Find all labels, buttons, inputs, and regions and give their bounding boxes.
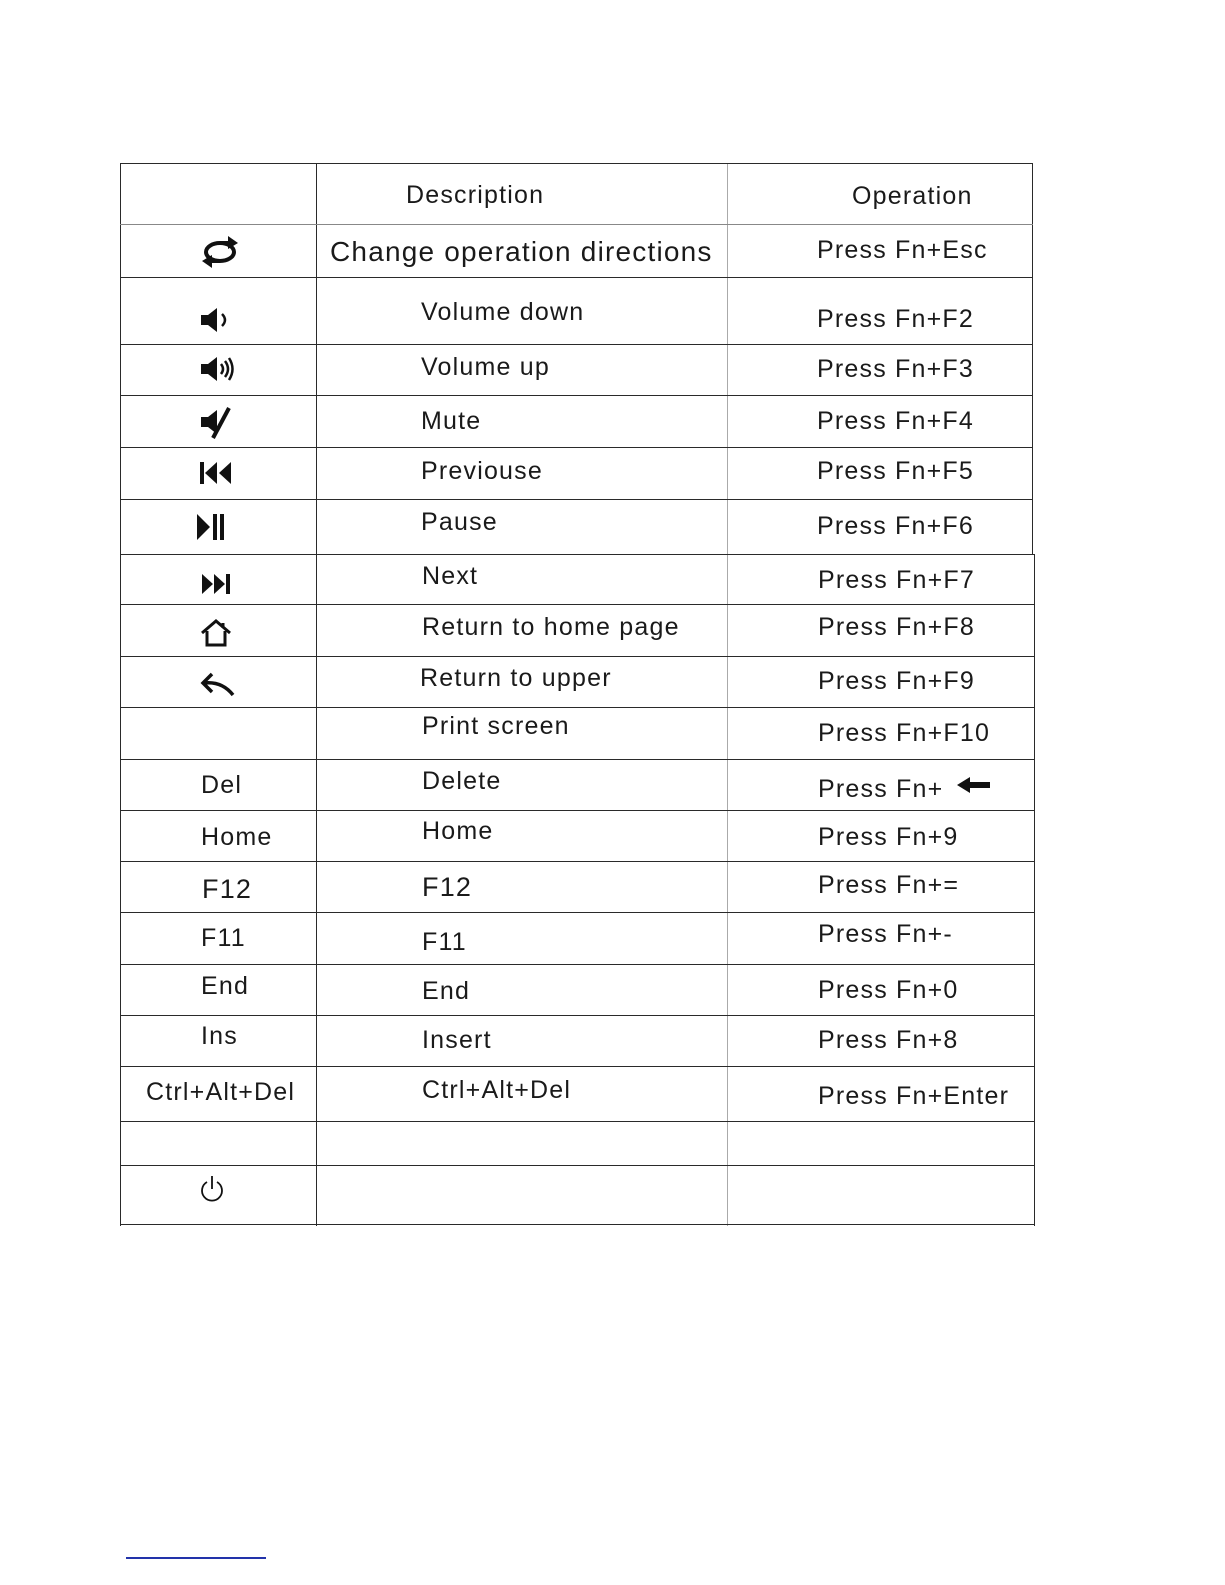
row-description: Mute [421,407,482,435]
row-operation: Press Fn+F7 [818,566,975,594]
row-description: Previouse [421,457,543,485]
row-operation: Press Fn+F10 [818,719,991,747]
row-divider [120,810,1035,811]
volume-up-icon [199,355,235,383]
row-operation: Press Fn+9 [818,823,959,851]
row-divider [120,554,1035,555]
row-divider [120,395,1033,396]
row-divider [120,344,1033,345]
row-description: Delete [422,767,502,795]
row-divider [120,277,1033,278]
row-divider [120,707,1035,708]
row-operation: Press Fn+F3 [817,355,974,383]
row-divider [120,447,1033,448]
play-pause-icon [196,512,228,542]
backspace-arrow-icon [956,776,992,794]
row-description: Volume up [421,353,550,381]
row-operation: Press Fn+F4 [817,407,974,435]
row-divider [120,1165,1035,1166]
row-description: F12 [422,872,473,902]
row-divider [120,759,1035,760]
row-divider [120,1015,1035,1016]
row-operation: Press Fn+F6 [817,512,974,540]
row-key-label: Del [201,771,243,799]
row-divider [120,912,1035,913]
row-operation: Press Fn+Enter [818,1082,1010,1110]
row-description: Print screen [422,712,570,740]
row-operation: Press Fn+0 [818,976,959,1004]
row-key-label: End [201,972,250,1000]
rotate-direction-icon [198,233,242,271]
row-divider [120,1066,1035,1067]
row-operation: Press Fn+Esc [817,236,988,264]
row-key-label: F12 [202,874,253,904]
row-description: Change operation directions [330,236,713,267]
row-divider [120,964,1035,965]
previous-track-icon [200,461,234,485]
row-description: Home [422,817,494,845]
row-divider [120,604,1035,605]
row-divider [120,224,1033,225]
row-operation: Press Fn+- [818,920,953,948]
table-border-top [120,163,1033,164]
row-key-label: Ctrl+Alt+Del [146,1078,296,1106]
row-description: Volume down [421,298,585,326]
row-divider [120,1121,1035,1122]
row-description: Insert [422,1026,492,1054]
row-divider [120,656,1035,657]
row-operation: Press Fn+= [818,871,960,899]
volume-down-icon [199,306,233,334]
next-track-icon [201,573,231,595]
table-border-bottom [120,1224,1035,1225]
mute-icon [199,406,233,440]
row-description: Pause [421,508,498,536]
back-arrow-icon [200,671,236,697]
header-operation: Operation [852,182,973,210]
row-key-label: Ins [201,1022,238,1050]
header-description: Description [406,181,545,209]
row-description: Next [422,562,479,590]
row-description: Return to upper [420,664,612,692]
row-operation: Press Fn+F8 [818,613,975,641]
power-icon [198,1174,226,1206]
row-operation: Press Fn+F5 [817,457,974,485]
row-operation: Press Fn+F9 [818,667,975,695]
row-description: Return to home page [422,613,680,641]
row-operation: Press Fn+8 [818,1026,959,1054]
shortcut-table [120,163,1035,1226]
home-icon [199,618,233,648]
row-key-label: Home [201,823,273,851]
row-description: F11 [422,928,467,956]
table-border-right [1032,163,1033,555]
row-operation: Press Fn+F2 [817,305,974,333]
row-divider [120,499,1033,500]
row-divider [120,861,1035,862]
row-operation: Press Fn+ [818,775,944,803]
row-description: Ctrl+Alt+Del [422,1076,572,1104]
row-key-label: F11 [201,924,246,952]
footer-link-underline [126,1557,266,1559]
row-description: End [422,977,471,1005]
